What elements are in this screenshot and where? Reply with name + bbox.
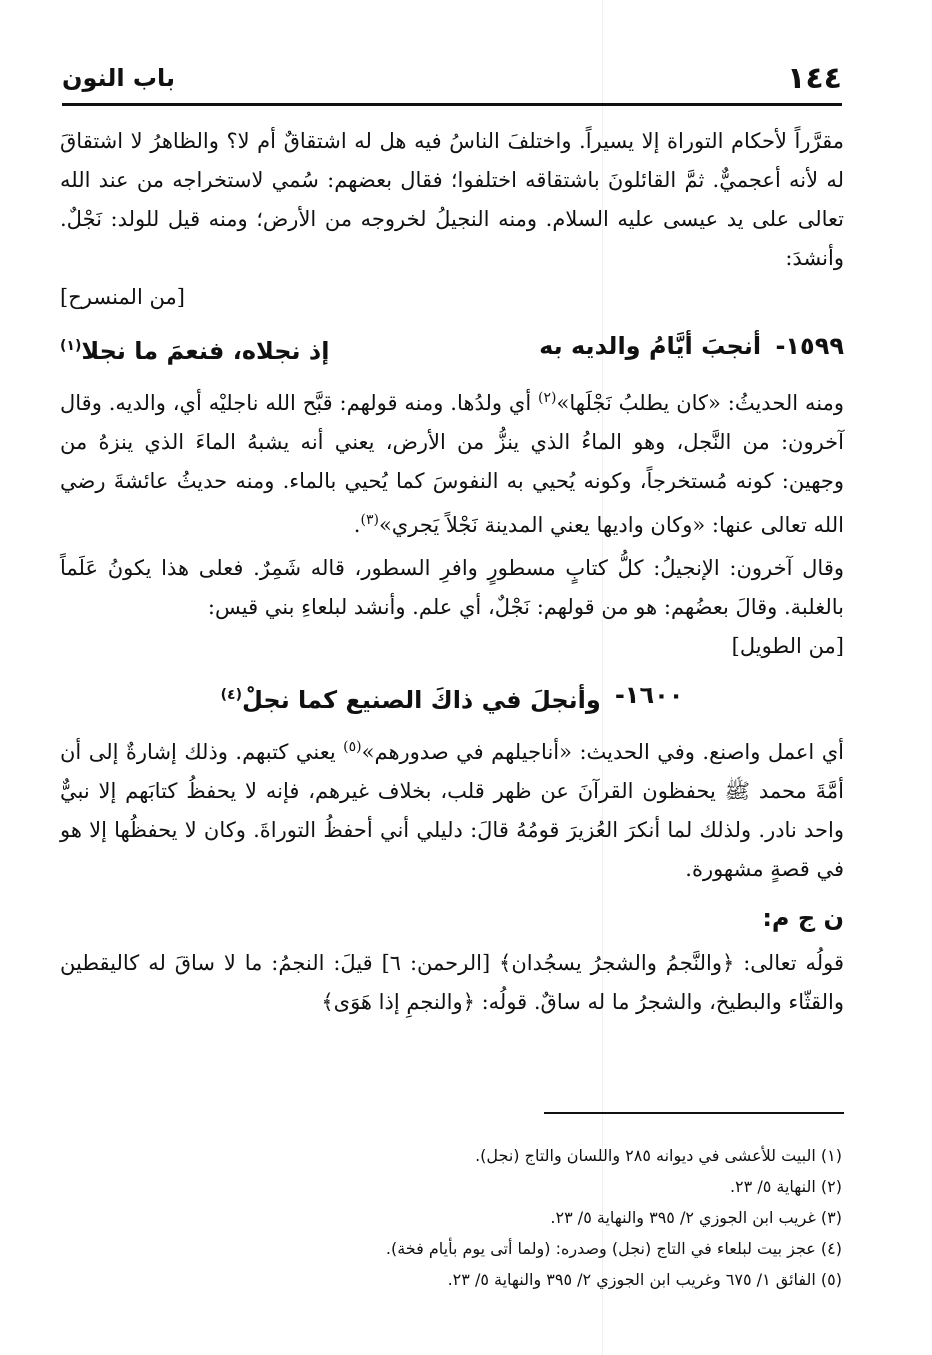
footnote-4: (٤) عجز بيت لبلعاء في التاج (نجل) وصدره: (ولما أتى يوم بأيام فخة). [385, 1239, 842, 1258]
paragraph-4-text-b: يعني كتبهم. وذلك إشارةٌ إلى أن أمَّةَ محمد ﷺ يحفظون القرآنَ عن ظهر قلب، بخلاف غيرهم، فإنه لا يحفظُ كتابَهم إلا نبيٌّ واحد نادر. ولذلك لما أنكرَ العُزيرَ قومُهُ قالَ: دليلي أني أحفظُ التوراةَ. وكان لا يحفظُها إلا هو في قصةٍ مشهورة. [60, 740, 844, 881]
page-header [62, 58, 842, 98]
paragraph-1 [60, 122, 844, 317]
root-heading: ن ج م: [762, 904, 844, 932]
footnote-ref: (٥) [343, 739, 362, 755]
footnotes [60, 1140, 842, 1295]
meter-label: [من المنسرح] [60, 285, 185, 309]
footnote-ref: (٣) [360, 512, 379, 528]
verse-1599-first-hemistich [539, 327, 844, 371]
verse-number: ١٦٠٠- [614, 681, 684, 709]
page-number: ١٤٤ [787, 60, 842, 96]
section-title: باب النون [62, 64, 176, 92]
footnote-2: (٢) النهاية ٥/ ٢٣. [729, 1177, 842, 1196]
paragraph-5 [60, 944, 844, 1022]
paragraph-2-text-b: أي ولدُها. ومنه قولهم: قبَّح الله ناجليْه أي، والديه. وقال آخرون: من النَّجل، وهو الماءُ الذي ينزُّ من الأرض، يعني أنه يشبهُ الماءَ الذي ينزهُ من وجهين: كونه مُستخرجاً، وكونه يُحيي به النفوسَ كما يُحيي بالماء. ومنه حديثُ عائشةَ رضي الله تعالى عنها: «وكان واديها يعني المدينة نَجْلاً يَجري» [60, 391, 844, 537]
main-text [60, 122, 844, 1026]
verse-1600-text: وأنجلَ في ذاكَ الصنيع كما نجلْ [241, 686, 601, 714]
header-rule [62, 103, 842, 106]
verse-text [221, 676, 601, 720]
paragraph-2-text-c: . [353, 513, 361, 537]
paragraph-2 [60, 379, 844, 545]
footnote-3: (٣) غريب ابن الجوزي ٢/ ٣٩٥ والنهاية ٥/ ٢٣. [550, 1208, 842, 1227]
footnote-ref: (٢) [538, 390, 557, 406]
footnote-ref: (٤) [220, 687, 242, 703]
paragraph-5-text: قولُه تعالى: ﴿والنَّجمُ والشجرُ يسجُدان﴾ [الرحمن: ٦] قيلَ: النجمُ: ما لا ساقَ له كاليقطين والقثّاء والبطيخ، والشجرُ ما له ساقٌ. قولُه: ﴿والنجمِ إذا هَوَى﴾ [60, 951, 844, 1014]
paragraph-3 [60, 549, 844, 666]
meter-label: [من الطويل] [731, 634, 844, 658]
verse-1599-second-hemistich [60, 327, 329, 371]
paragraph-4 [60, 728, 844, 889]
paragraph-3-text: وقال آخرون: الإنجيلُ: كلُّ كتابٍ مسطورٍ وافرِ السطور، قاله شَمِرٌ. فعلى هذا يكونُ عَلَماً بالغلبة. وقالَ بعضُهم: هو من قولهم: نَجْلٌ، أي علم. وأنشد لبلعاءِ بني قيس: [60, 556, 844, 619]
verse-text-a: أنجبَ أيَّامُ والديه به [539, 332, 762, 360]
paragraph-4-text-a: أي اعمل واصنع. وفي الحديث: «أناجيلهم في صدورهم» [361, 740, 844, 764]
paragraph-2-text-a: ومنه الحديثُ: «كان يطلبُ نَجْلَها» [556, 391, 844, 415]
verse-1599 [60, 327, 844, 371]
footnote-ref: (١) [60, 338, 82, 354]
verse-1600 [60, 676, 844, 720]
verse-text-b: إذ نجلاه، فنعمَ ما نجلا [81, 337, 330, 365]
footnote-1: (١) البيت للأعشى في ديوانه ٢٨٥ واللسان والتاج (نجل). [475, 1146, 842, 1165]
footnote-5: (٥) الفائق ١/ ٦٧٥ وغريب ابن الجوزي ٢/ ٣٩٥ والنهاية ٥/ ٢٣. [447, 1270, 842, 1289]
footnote-rule [544, 1112, 844, 1114]
paragraph-1-text: مقرَّراً لأحكام التوراة إلا يسيراً. واختلفَ الناسُ فيه هل له اشتقاقٌ أم لا؟ والظاهرُ لا اشتقاقَ له لأنه أعجميٌّ. ثمَّ القائلونَ باشتقاقه اختلفوا؛ فقال بعضهم: سُمي لاستخراجه من عند الله تعالى على يد عيسى عليه السلام. ومنه النجيلُ لخروجه من الأرض؛ ومنه قيل للولد: نَجْلٌ. وأنشدَ: [60, 129, 844, 270]
verse-number: ١٥٩٩- [775, 332, 844, 360]
